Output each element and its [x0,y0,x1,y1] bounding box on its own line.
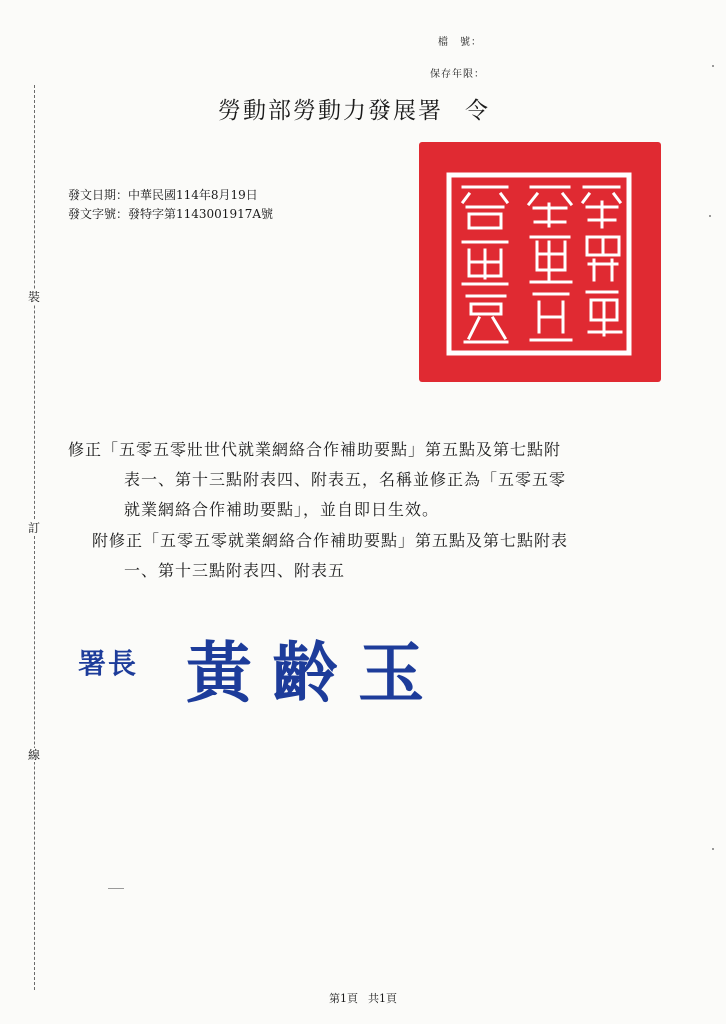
file-number [438,33,482,48]
retention-period [430,65,485,80]
seal-glyph-art [419,142,661,382]
body-line-5: 一、第十三點附表四、附表五 [124,561,346,580]
retention-period-label: 保存年限： [430,69,485,80]
page-footer [0,990,726,1006]
scan-mark [712,848,714,850]
official-seal [419,142,661,382]
issue-number: 發文字號：發特字第1143001917A號 [68,207,274,221]
scan-mark [709,215,711,217]
body-line-1: 修正「五零五零壯世代就業網絡合作補助要點」第五點及第七點附 [68,440,562,459]
document-type: 令 [465,98,490,124]
page-title [218,92,490,125]
signatory-title: 署長 [78,647,139,680]
binding-line [34,85,35,990]
issue-date: 發文日期：中華民國114年8月19日 [68,188,258,202]
body-line-2: 表一、第十三點附表四、附表五，名稱並修正為「五零五零 [124,470,567,489]
binding-mark-zhuang: 裝 [25,290,43,304]
file-number-label: 檔 號： [438,37,482,48]
binding-mark-ding: 訂 [25,521,43,535]
binding-mark-xian: 線 [25,748,43,762]
scan-mark [108,888,124,889]
page-total: 共1頁 [368,992,397,1005]
agency-name: 勞動部勞動力發展署 [218,98,443,124]
body-line-4: 附修正「五零五零就業網絡合作補助要點」第五點及第七點附表 [92,531,569,550]
body-line-3: 就業網絡合作補助要點」，並自即日生效。 [124,500,440,519]
scan-mark [712,65,714,67]
page-number: 第1頁 [329,992,358,1005]
signatory-name: 黃齡玉 [186,634,444,712]
